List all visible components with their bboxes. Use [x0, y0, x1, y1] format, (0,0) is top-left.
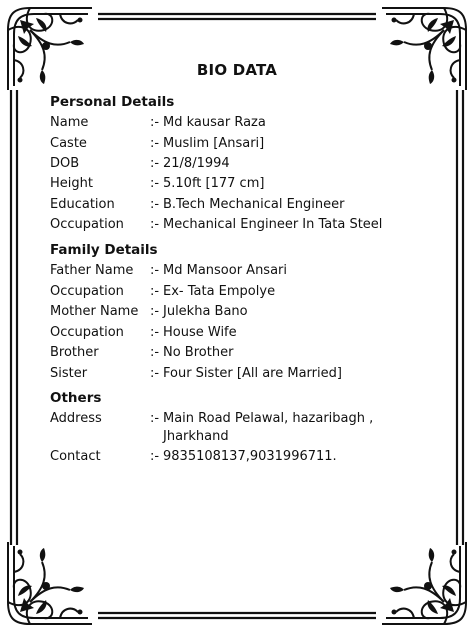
row-value: No Brother	[163, 345, 234, 360]
row-value: Main Road Pelawal, hazaribagh ,	[163, 411, 374, 426]
row-value: Jharkhand	[163, 429, 229, 444]
row-label: Height	[50, 176, 93, 191]
row-label: Contact	[50, 449, 101, 464]
row-value: Md kausar Raza	[163, 115, 266, 130]
row-value: 9835108137,9031996711.	[163, 449, 337, 464]
row-value: Md Mansoor Ansari	[163, 263, 288, 278]
row-separator: :-	[150, 217, 160, 232]
row-separator: :-	[150, 197, 160, 212]
row-label: Occupation	[50, 284, 124, 299]
row-label: Mother Name	[50, 304, 139, 319]
section-heading-others: Others	[50, 390, 102, 406]
row-separator: :-	[150, 449, 160, 464]
row-value: Muslim [Ansari]	[163, 136, 265, 151]
row-value: B.Tech Mechanical Engineer	[163, 197, 345, 212]
ornament-corner-icon	[0, 532, 100, 632]
document-title: BIO DATA	[196, 61, 278, 79]
row-separator: :-	[150, 284, 160, 299]
ornament-corner-icon	[374, 0, 474, 100]
row-separator: :-	[150, 115, 160, 130]
section-heading-personal: Personal Details	[50, 94, 175, 110]
row-value: Ex- Tata Empolye	[163, 284, 276, 299]
row-separator: :-	[150, 411, 160, 426]
row-label: Occupation	[50, 217, 124, 232]
row-value: House Wife	[163, 325, 237, 340]
row-value: Julekha Bano	[163, 304, 248, 319]
row-separator: :-	[150, 136, 160, 151]
row-label: DOB	[50, 156, 80, 171]
ornament-corner-icon	[374, 532, 474, 632]
row-value: 5.10ft [177 cm]	[163, 176, 265, 191]
row-separator: :-	[150, 176, 160, 191]
row-label: Address	[50, 411, 102, 426]
row-separator: :-	[150, 304, 160, 319]
row-value: Four Sister [All are Married]	[163, 366, 342, 381]
row-label: Brother	[50, 345, 99, 360]
row-separator: :-	[150, 156, 160, 171]
row-separator: :-	[150, 325, 160, 340]
row-label: Caste	[50, 136, 87, 151]
section-heading-family: Family Details	[50, 242, 158, 258]
row-label: Name	[50, 115, 89, 130]
row-separator: :-	[150, 366, 160, 381]
row-separator: :-	[150, 263, 160, 278]
row-label: Education	[50, 197, 115, 212]
row-value: Mechanical Engineer In Tata Steel	[163, 217, 383, 232]
row-label: Sister	[50, 366, 88, 381]
ornament-corner-icon	[0, 0, 100, 100]
row-label: Father Name	[50, 263, 134, 278]
row-separator: :-	[150, 345, 160, 360]
row-label: Occupation	[50, 325, 124, 340]
row-value: 21/8/1994	[163, 156, 230, 171]
